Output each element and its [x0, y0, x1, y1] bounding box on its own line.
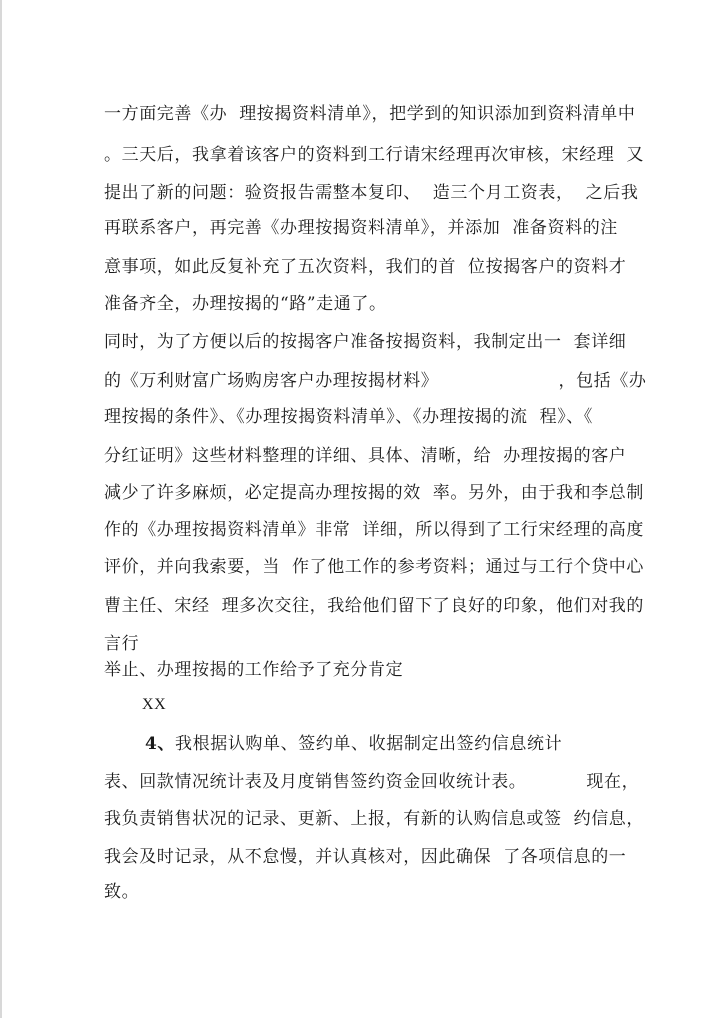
text-line-22: 致。 [104, 882, 140, 902]
text-line-19: 表、回款情况统计表及月度销售签约资金回收统计表。 现在， [104, 772, 640, 792]
placeholder-xx: XX [142, 696, 167, 713]
text-line-11: 减少了许多麻烦，必定提高办理按揭的效 率。另外，由于我和李总制 [104, 483, 645, 503]
text-line-13: 评价，并向我索要，当 作了他工作的参考资料；通过与工行个贷中心 [104, 557, 645, 577]
text-line-9: 理按揭的条件》、《办理按揭资料清单》、《办理按揭的流 程》、《 [104, 407, 594, 427]
text-line-15: 言行 [104, 634, 140, 654]
text-line-14: 曹主任、宋经 理多次交往，我给他们留下了良好的印象，他们对我的 [104, 596, 645, 616]
text-line-5: 意事项，如此反复补充了五次资料，我们的首 位按揭客户的资料才 [104, 257, 627, 277]
text-line-4: 再联系客户，再完善《办理按揭资料清单》，并添加 准备资料的注 [104, 218, 618, 238]
text-line-6: 准备齐全，办理按揭的“路”走通了。 [104, 294, 387, 314]
text-line-1: 一方面完善《办 理按揭资料清单》，把学到的知识添加到资料清单中 [104, 104, 636, 124]
text-line-3: 提出了新的问题：验资报告需整本复印、 造三个月工资表， 之后我 [104, 183, 639, 203]
numbered-item-line [145, 734, 562, 754]
text-line-21: 我会及时记录，从不怠慢，并认真核对，因此确保 了各项信息的一 [104, 847, 627, 867]
item-number: 4、 [145, 734, 176, 754]
text-line-18: 我根据认购单、签约单、收据制定出签约信息统计 [175, 734, 563, 754]
text-line-10: 分红证明》这些材料整理的详细、具体、清晰，给 办理按揭的客户 [104, 446, 627, 466]
text-line-12: 作的《办理按揭资料清单》非常 详细，所以得到了工行宋经理的高度 [104, 520, 645, 540]
text-line-2: 。三天后，我拿着该客户的资料到工行请宋经理再次审核，宋经理 又 [104, 145, 645, 165]
page-edge [0, 0, 2, 1018]
text-line-16: 举止、办理按揭的工作给予了充分肯定 [104, 660, 404, 680]
text-line-8: 的《万利财富广场购房客户办理按揭材料》 ，包括《办 [104, 371, 647, 391]
text-line-7: 同时，为了方便以后的按揭客户准备按揭资料，我制定出一 套详细 [104, 332, 627, 352]
text-line-20: 我负责销售状况的记录、更新、上报，有新的认购信息或签 约信息， [104, 809, 645, 829]
